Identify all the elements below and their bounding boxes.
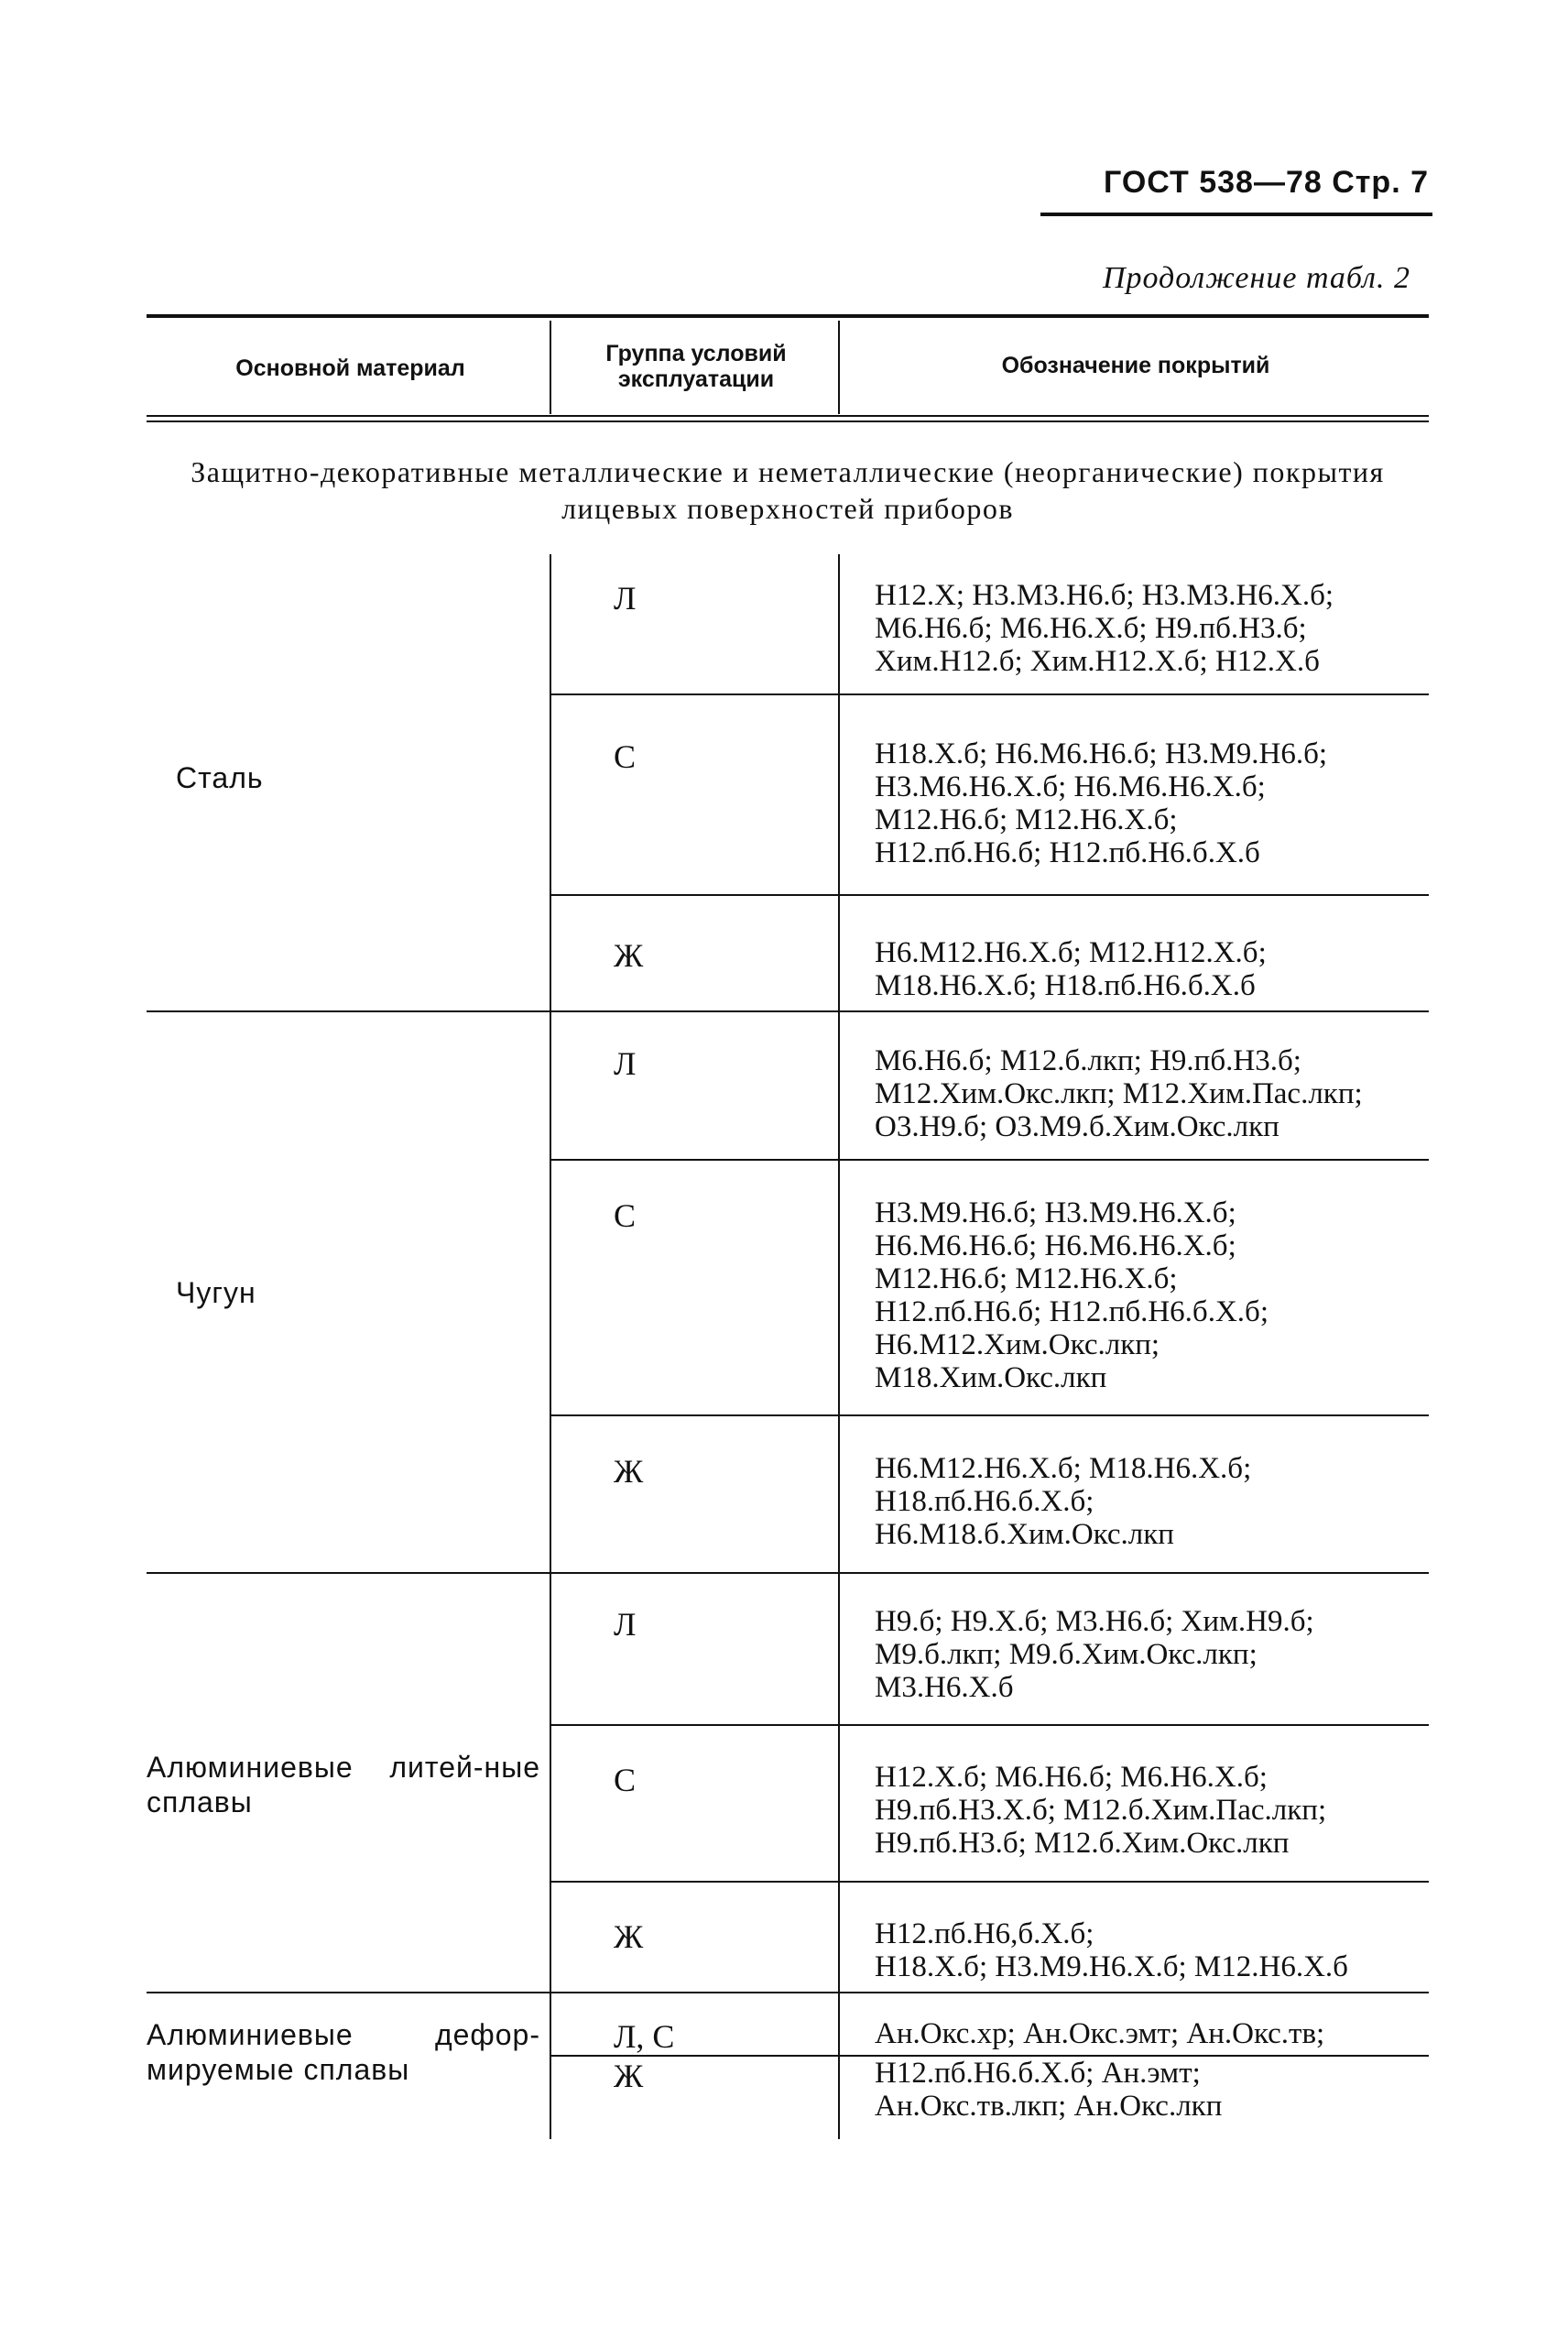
material-cast-iron: Чугун: [176, 1276, 256, 1309]
table-header-bottom-rule: [147, 415, 1429, 417]
header-underline: [1040, 213, 1432, 216]
coating-iron-s: Н3.М9.Н6.б; Н3.М9.Н6.Х.б; Н6.М6.Н6.б; Н6.М6.Н6.Х.б; М12.Н6.б; М12.Н6.Х.б; Н12.пб.Н6.б; Н12.пб.Н6.б.Х.б; Н6.М12.Хим.Окс.лкп; М18.Хим.Окс.лкп: [875, 1196, 1269, 1394]
group-iron-l: Л: [614, 1045, 637, 1082]
row-divider: [550, 1414, 1429, 1416]
group-alwrought-zh: Ж: [614, 2058, 644, 2094]
group-alcast-zh: Ж: [614, 1918, 644, 1955]
table-top-rule: [147, 314, 1429, 318]
group-alwrought-ls: Л, С: [614, 2018, 675, 2055]
coating-alwrought-ls: Ан.Окс.хр; Ан.Окс.эмт; Ан.Окс.тв;: [875, 2017, 1325, 2050]
row-divider: [550, 1159, 1429, 1161]
column-header-material: Основной материал: [235, 355, 465, 381]
material-aluminium-wrought: Алюминиевые дефор-мируемые сплавы: [147, 2018, 540, 2086]
header-col-divider-2: [838, 321, 840, 414]
coating-alcast-l: Н9.б; Н9.Х.б; М3.Н6.б; Хим.Н9.б; М9.б.лкп; М9.б.Хим.Окс.лкп; М3.Н6.Х.б: [875, 1605, 1314, 1704]
material-divider: [147, 1010, 1429, 1012]
material-divider: [147, 1992, 1429, 1993]
row-divider: [550, 1881, 1429, 1883]
coating-steel-l: Н12.Х; Н3.М3.Н6.б; Н3.М3.Н6.Х.б; М6.Н6.б; М6.Н6.Х.б; Н9.пб.Н3.б; Хим.Н12.б; Хим.Н12.Х.б; Н12.Х.б: [875, 579, 1334, 678]
material-aluminium-casting: Алюминиевые литей-ные сплавы: [147, 1751, 540, 1818]
material-divider: [147, 1572, 1429, 1574]
coating-steel-zh: Н6.М12.Н6.Х.б; М12.Н12.Х.б; М18.Н6.Х.б; Н18.пб.Н6.б.Х.б: [875, 936, 1267, 1002]
page-number-label: ГОСТ 538—78 Стр. 7: [1104, 165, 1429, 200]
column-header-group: Группа условий эксплуатации: [605, 341, 787, 392]
group-steel-zh: Ж: [614, 937, 644, 974]
group-iron-s: С: [614, 1197, 637, 1234]
coating-alcast-s: Н12.Х.б; М6.Н6.б; М6.Н6.Х.б; Н9.пб.Н3.Х.б; М12.б.Хим.Пас.лкп; Н9.пб.Н3.б; М12.б.Хим.Окс.лкп: [875, 1761, 1327, 1860]
group-steel-l: Л: [614, 580, 637, 617]
group-iron-zh: Ж: [614, 1453, 644, 1490]
material-steel: Сталь: [176, 761, 264, 794]
row-divider: [550, 1724, 1429, 1726]
table-continuation-label: Продолжение табл. 2: [1102, 261, 1410, 295]
group-steel-s: С: [614, 738, 637, 775]
body-col-divider-1: [550, 554, 551, 2139]
row-divider: [550, 693, 1429, 695]
coating-iron-l: М6.Н6.б; М12.б.лкп; Н9.пб.Н3.б; М12.Хим.Окс.лкп; М12.Хим.Пас.лкп; О3.Н9.б; О3.М9.б.Хим.Окс.лкп: [875, 1044, 1363, 1143]
coating-alwrought-zh: Н12.пб.Н6.б.Х.б; Ан.эмт; Ан.Окс.тв.лкп; Ан.Окс.лкп: [875, 2057, 1223, 2123]
header-col-divider-1: [550, 321, 551, 414]
row-divider: [550, 894, 1429, 896]
coating-steel-s: Н18.Х.б; Н6.М6.Н6.б; Н3.М9.Н6.б; Н3.М6.Н6.Х.б; Н6.М6.Н6.Х.б; М12.Н6.б; М12.Н6.Х.б; Н12.пб.Н6.б; Н12.пб.Н6.б.Х.б: [875, 737, 1328, 869]
table-header-bottom-rule-2: [147, 420, 1429, 422]
section-title: Защитно-декоративные металлические и неметаллические (неорганические) покрытия лицевых поверхностей приборов: [191, 455, 1385, 525]
group-alcast-l: Л: [614, 1606, 637, 1643]
column-header-coating: Обозначение покрытий: [1001, 353, 1270, 378]
group-alcast-s: С: [614, 1762, 637, 1798]
coating-iron-zh: Н6.М12.Н6.Х.б; М18.Н6.Х.б; Н18.пб.Н6.б.Х.б; Н6.М18.б.Хим.Окс.лкп: [875, 1452, 1252, 1551]
coating-alcast-zh: Н12.пб.Н6,б.Х.б; Н18.Х.б; Н3.М9.Н6.Х.б; М12.Н6.Х.б: [875, 1917, 1348, 1983]
body-col-divider-2: [838, 554, 840, 2139]
